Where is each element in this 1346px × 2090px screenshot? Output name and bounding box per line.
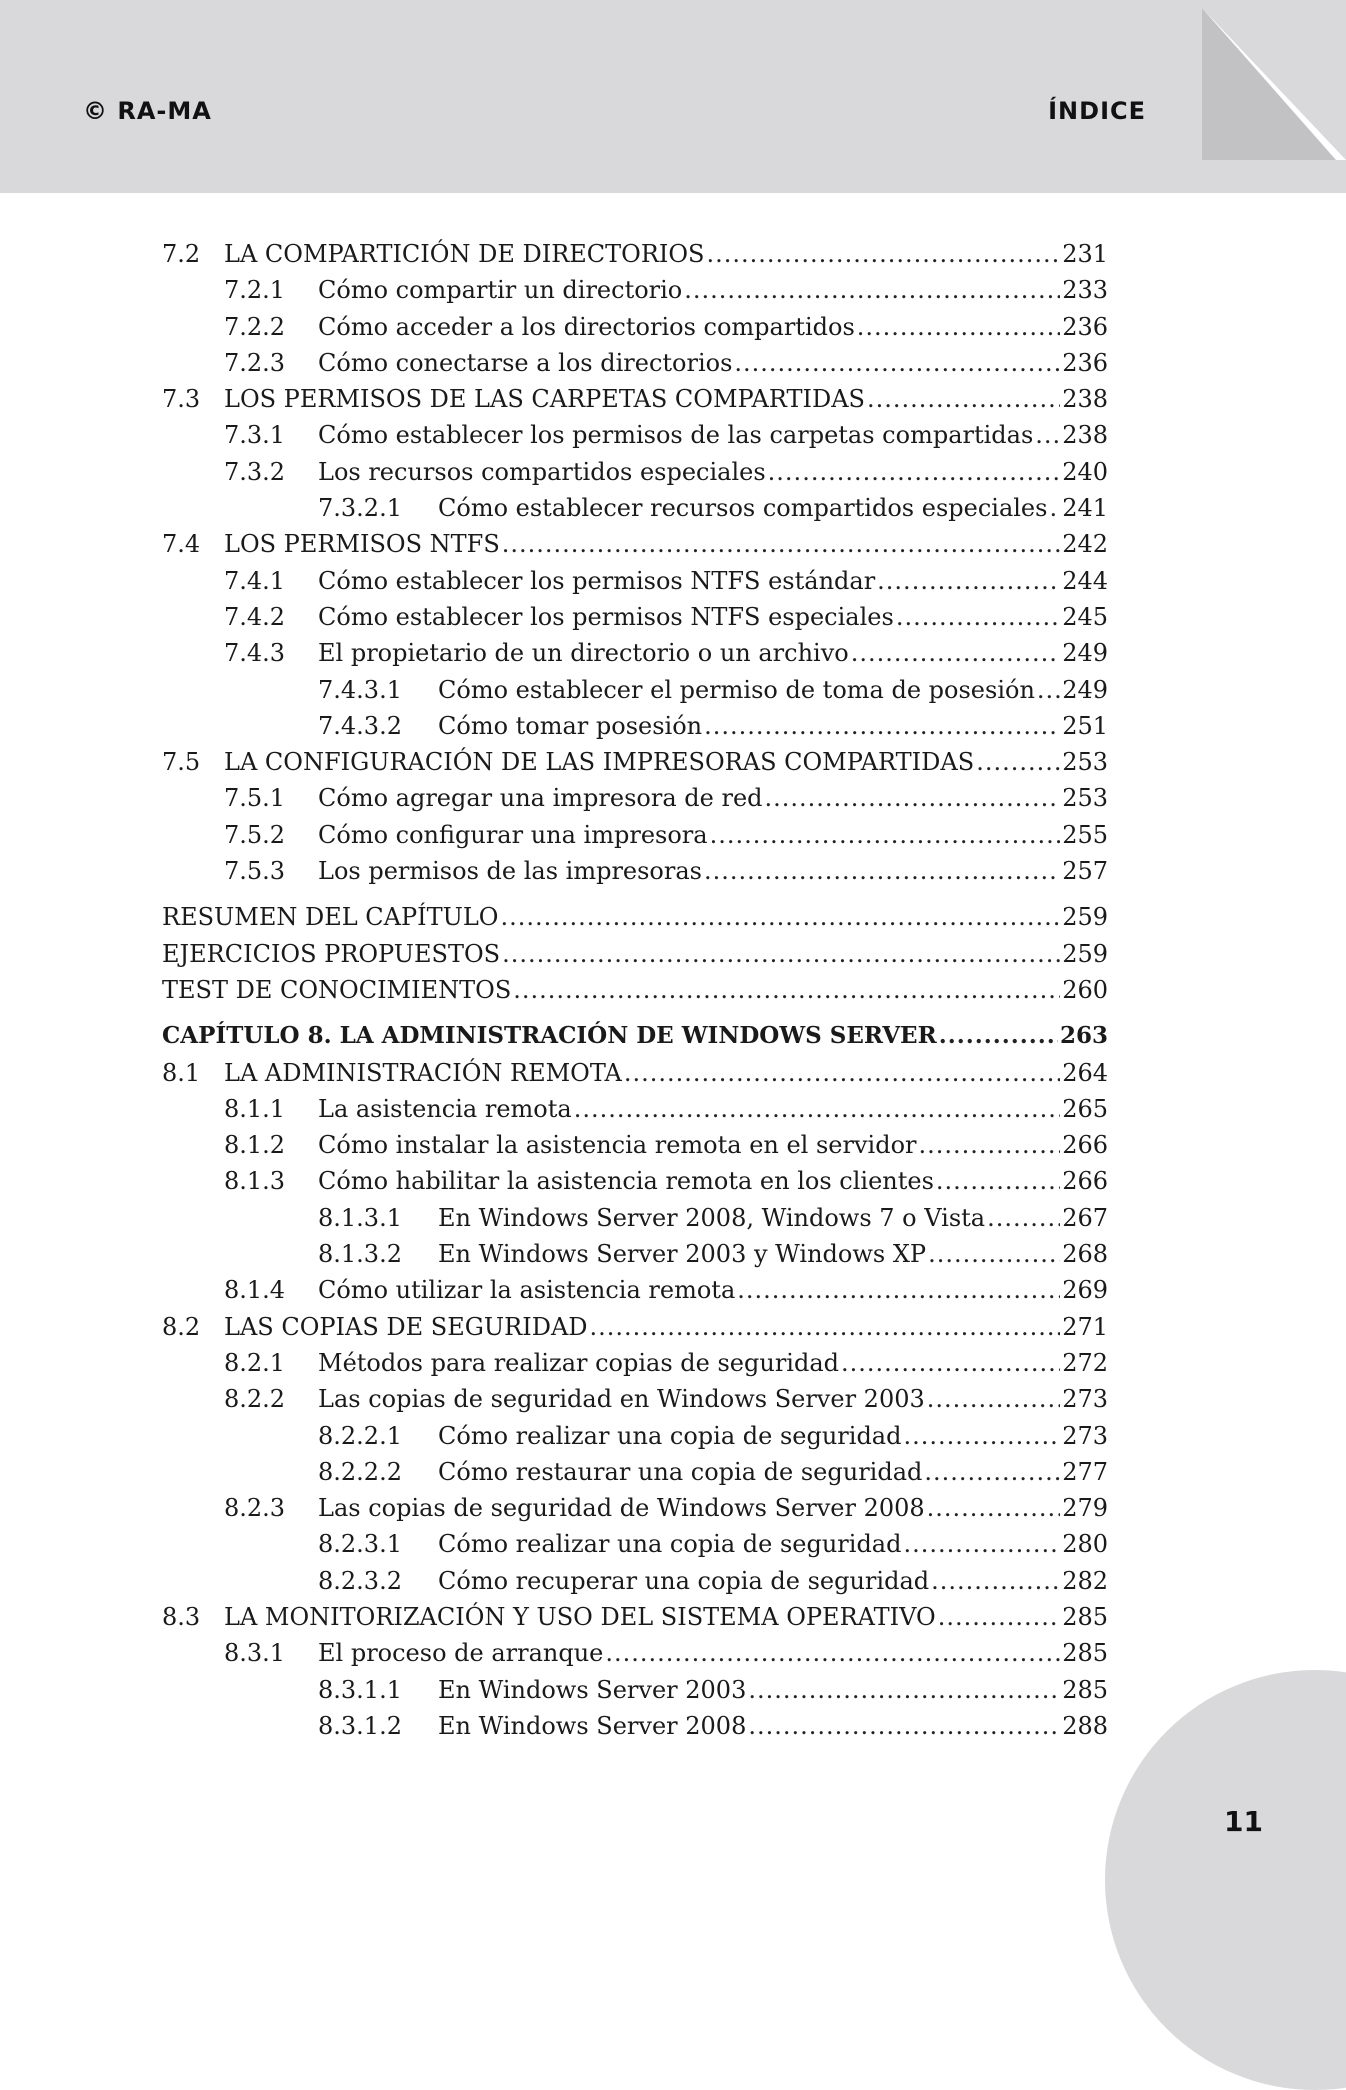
toc-entry-title: Cómo realizar una copia de seguridad bbox=[438, 1421, 902, 1450]
toc-dot-leader bbox=[841, 1345, 1060, 1381]
toc-entry bbox=[162, 1635, 1108, 1671]
toc-entry-page: 288 bbox=[1062, 1711, 1108, 1740]
toc-entry-number: 8.2 bbox=[162, 1312, 201, 1341]
toc-entry-title: LA COMPARTICIÓN DE DIRECTORIOS bbox=[224, 240, 705, 268]
toc-entry bbox=[162, 817, 1108, 853]
toc-entry-page: 279 bbox=[1062, 1494, 1108, 1523]
section-title: ÍNDICE bbox=[1048, 97, 1146, 125]
toc-entry-title: Cómo establecer los permisos NTFS estándar bbox=[318, 566, 876, 595]
toc-entry-number: 8.1.2 bbox=[224, 1131, 286, 1160]
toc-entry-title: LAS COPIAS DE SEGURIDAD bbox=[224, 1312, 588, 1341]
toc-entry-number: 8.1.3 bbox=[224, 1167, 286, 1196]
toc-entry-page: 266 bbox=[1062, 1131, 1108, 1160]
toc-entry-page: 236 bbox=[1062, 312, 1108, 341]
toc-entry-page: 269 bbox=[1062, 1276, 1108, 1305]
toc-entry-number: 7.5.3 bbox=[224, 857, 286, 886]
toc-entry bbox=[162, 1454, 1108, 1490]
toc-entry-number: 7.4.3 bbox=[224, 639, 286, 668]
toc-entry bbox=[162, 1599, 1108, 1635]
toc-entry-page: 282 bbox=[1062, 1566, 1108, 1595]
toc-entry-number: 8.2.2.1 bbox=[318, 1421, 402, 1450]
toc-entry bbox=[162, 1345, 1108, 1381]
toc-entry-page: 271 bbox=[1062, 1312, 1108, 1341]
toc-entry bbox=[162, 490, 1108, 526]
toc-dot-leader bbox=[1037, 672, 1060, 708]
toc-dot-leader bbox=[605, 1635, 1060, 1671]
toc-entry-page: 245 bbox=[1062, 602, 1108, 631]
toc-entry-number: 7.3.2 bbox=[224, 457, 286, 486]
toc-dot-leader bbox=[502, 936, 1060, 972]
toc-dot-leader bbox=[748, 1708, 1060, 1744]
toc-dot-leader bbox=[927, 1381, 1060, 1417]
toc-entry bbox=[162, 780, 1108, 816]
toc-entry-page: 280 bbox=[1062, 1530, 1108, 1559]
toc-entry bbox=[162, 272, 1108, 308]
toc-dot-leader bbox=[924, 1454, 1060, 1490]
toc-entry-number: 8.1.4 bbox=[224, 1276, 286, 1305]
toc-entry bbox=[162, 1708, 1108, 1744]
toc-dot-leader bbox=[1035, 417, 1060, 453]
toc-entry-title: Cómo realizar una copia de seguridad bbox=[438, 1530, 902, 1559]
toc-dot-leader bbox=[857, 309, 1060, 345]
toc-entry-page: 268 bbox=[1062, 1240, 1108, 1269]
toc-entry-title: Cómo agregar una impresora de red bbox=[318, 784, 763, 813]
toc-dot-leader bbox=[704, 708, 1060, 744]
toc-entry-title: En Windows Server 2008, Windows 7 o Vista bbox=[438, 1203, 986, 1232]
toc-entry-number: 7.3.1 bbox=[224, 421, 286, 450]
toc-entry-title: Cómo recuperar una copia de seguridad bbox=[438, 1566, 930, 1595]
toc-dot-leader bbox=[877, 563, 1060, 599]
toc-entry-number: 8.2.1 bbox=[224, 1348, 286, 1377]
toc-entry bbox=[162, 853, 1108, 889]
toc-dot-leader bbox=[624, 1055, 1060, 1091]
toc-entry-number: 8.1.3.1 bbox=[318, 1203, 402, 1232]
toc-entry-number: 7.3 bbox=[162, 385, 201, 414]
toc-entry-number: 7.4.3.2 bbox=[318, 711, 402, 740]
toc-dot-leader bbox=[903, 1526, 1060, 1562]
toc-entry-title: Las copias de seguridad en Windows Server 2003 bbox=[318, 1385, 925, 1414]
toc-entry bbox=[162, 1091, 1108, 1127]
toc-entry-title: Cómo establecer recursos compartidos especiales bbox=[438, 494, 1048, 523]
toc-entry bbox=[162, 1526, 1108, 1562]
toc-entry-number: 8.2.3 bbox=[224, 1494, 286, 1523]
toc-dot-leader bbox=[976, 744, 1060, 780]
toc-dot-leader bbox=[928, 1236, 1060, 1272]
toc-entry bbox=[162, 1309, 1108, 1345]
toc-entry bbox=[162, 563, 1108, 599]
toc-entry bbox=[162, 1055, 1108, 1091]
toc-dot-leader bbox=[903, 1418, 1060, 1454]
toc-dot-leader bbox=[1049, 490, 1060, 526]
toc-entry-number: 7.2.1 bbox=[224, 276, 286, 305]
toc-entry-page: 253 bbox=[1062, 748, 1108, 777]
toc-entry-number: 7.4 bbox=[162, 530, 201, 559]
toc-entry bbox=[162, 236, 1108, 272]
toc-entry bbox=[162, 708, 1108, 744]
toc-entry-page: 255 bbox=[1062, 820, 1108, 849]
table-of-contents bbox=[162, 236, 1108, 1744]
toc-entry-title: Cómo utilizar la asistencia remota bbox=[318, 1276, 736, 1305]
toc-entry-title: Las copias de seguridad de Windows Server 2008 bbox=[318, 1494, 925, 1523]
toc-entry-title: Los permisos de las impresoras bbox=[318, 857, 702, 886]
toc-entry-title: El propietario de un directorio o un archivo bbox=[318, 639, 849, 668]
toc-dot-leader bbox=[590, 1309, 1061, 1345]
toc-entry-number: 8.1.3.2 bbox=[318, 1240, 402, 1269]
toc-entry-page: 249 bbox=[1062, 675, 1108, 704]
toc-entry bbox=[162, 1490, 1108, 1526]
toc-entry-page: 233 bbox=[1062, 276, 1108, 305]
toc-entry-title: Cómo conectarse a los directorios bbox=[318, 348, 733, 377]
toc-entry-number: 8.3 bbox=[162, 1602, 201, 1631]
toc-entry-page: 240 bbox=[1062, 457, 1108, 486]
toc-entry-title: LOS PERMISOS NTFS bbox=[224, 530, 500, 559]
toc-dot-leader bbox=[919, 1127, 1061, 1163]
toc-entry bbox=[162, 526, 1108, 562]
toc-dot-leader bbox=[987, 1200, 1060, 1236]
toc-entry-title: EJERCICIOS PROPUESTOS bbox=[162, 939, 501, 968]
toc-entry-number: 8.2.2.2 bbox=[318, 1457, 402, 1486]
toc-entry bbox=[162, 744, 1108, 780]
toc-entry-number: 8.2.2 bbox=[224, 1385, 286, 1414]
toc-dot-leader bbox=[707, 236, 1061, 272]
toc-chapter-entry bbox=[162, 1018, 1108, 1054]
page-number-circle bbox=[1105, 1670, 1346, 2090]
toc-entry bbox=[162, 1127, 1108, 1163]
toc-entry bbox=[162, 1672, 1108, 1708]
toc-dot-leader bbox=[500, 899, 1060, 935]
toc-entry-page: 242 bbox=[1062, 530, 1108, 559]
toc-entry-page: 249 bbox=[1062, 639, 1108, 668]
toc-entry-title: LA MONITORIZACIÓN Y USO DEL SISTEMA OPERATIVO bbox=[224, 1602, 936, 1631]
toc-dot-leader bbox=[502, 526, 1060, 562]
toc-entry-title: Cómo tomar posesión bbox=[438, 711, 703, 740]
toc-entry-number: 8.2.3.2 bbox=[318, 1566, 402, 1595]
toc-entry-page: 285 bbox=[1062, 1639, 1108, 1668]
toc-entry-title: Métodos para realizar copias de seguridad bbox=[318, 1348, 840, 1377]
toc-entry bbox=[162, 1381, 1108, 1417]
toc-entry-page: 251 bbox=[1062, 711, 1108, 740]
toc-entry-title: LOS PERMISOS DE LAS CARPETAS COMPARTIDAS bbox=[224, 385, 865, 414]
toc-entry-title: En Windows Server 2003 bbox=[438, 1675, 747, 1704]
toc-entry-title: LA CONFIGURACIÓN DE LAS IMPRESORAS COMPARTIDAS bbox=[224, 748, 975, 777]
toc-dot-leader bbox=[867, 381, 1060, 417]
toc-dot-leader bbox=[574, 1091, 1061, 1127]
toc-entry bbox=[162, 635, 1108, 671]
toc-entry-title: Cómo establecer el permiso de toma de posesión bbox=[438, 675, 1035, 704]
toc-entry bbox=[162, 381, 1108, 417]
toc-dot-leader bbox=[710, 817, 1061, 853]
toc-entry-title: Cómo establecer los permisos NTFS especiales bbox=[318, 602, 894, 631]
toc-dot-leader bbox=[768, 454, 1061, 490]
toc-entry-number: 7.4.2 bbox=[224, 602, 286, 631]
toc-dot-leader bbox=[939, 1018, 1058, 1054]
toc-entry-title: CAPÍTULO 8. LA ADMINISTRACIÓN DE WINDOWS SERVER bbox=[162, 1022, 937, 1050]
toc-entry bbox=[162, 309, 1108, 345]
toc-dot-leader bbox=[684, 272, 1060, 308]
toc-entry-page: 285 bbox=[1062, 1675, 1108, 1704]
toc-entry bbox=[162, 899, 1108, 935]
toc-dot-leader bbox=[927, 1490, 1061, 1526]
toc-entry bbox=[162, 1272, 1108, 1308]
toc-entry bbox=[162, 454, 1108, 490]
toc-entry-number: 7.5.1 bbox=[224, 784, 286, 813]
toc-entry-page: 253 bbox=[1062, 784, 1108, 813]
toc-entry bbox=[162, 599, 1108, 635]
toc-entry-page: 257 bbox=[1062, 857, 1108, 886]
toc-entry-title: Cómo habilitar la asistencia remota en los clientes bbox=[318, 1167, 934, 1196]
toc-entry-number: 7.4.3.1 bbox=[318, 675, 402, 704]
toc-dot-leader bbox=[851, 635, 1060, 671]
toc-entry bbox=[162, 1236, 1108, 1272]
toc-entry-title: Los recursos compartidos especiales bbox=[318, 457, 766, 486]
toc-entry-number: 8.1 bbox=[162, 1058, 201, 1087]
toc-entry-title: En Windows Server 2003 y Windows XP bbox=[438, 1240, 927, 1269]
toc-entry-page: 263 bbox=[1059, 1022, 1108, 1050]
toc-entry-title: Cómo restaurar una copia de seguridad bbox=[438, 1457, 923, 1486]
toc-entry-page: 264 bbox=[1062, 1058, 1108, 1087]
toc-entry-page: 231 bbox=[1062, 240, 1108, 268]
toc-entry-page: 238 bbox=[1062, 421, 1108, 450]
toc-entry-page: 265 bbox=[1062, 1094, 1108, 1123]
toc-dot-leader bbox=[748, 1672, 1060, 1708]
toc-dot-leader bbox=[938, 1599, 1060, 1635]
toc-entry-number: 8.3.1 bbox=[224, 1639, 286, 1668]
toc-entry-title: El proceso de arranque bbox=[318, 1639, 604, 1668]
toc-entry-number: 7.2.2 bbox=[224, 312, 286, 341]
toc-entry-page: 273 bbox=[1062, 1385, 1108, 1414]
toc-entry-page: 267 bbox=[1062, 1203, 1108, 1232]
toc-dot-leader bbox=[737, 1272, 1060, 1308]
toc-entry-page: 236 bbox=[1062, 348, 1108, 377]
toc-entry-number: 8.3.1.1 bbox=[318, 1675, 402, 1704]
toc-entry bbox=[162, 972, 1108, 1008]
toc-entry bbox=[162, 1418, 1108, 1454]
toc-entry bbox=[162, 1200, 1108, 1236]
toc-entry bbox=[162, 345, 1108, 381]
toc-entry-number: 8.3.1.2 bbox=[318, 1711, 402, 1740]
toc-dot-leader bbox=[734, 345, 1060, 381]
toc-entry-number: 7.5.2 bbox=[224, 820, 286, 849]
toc-entry-title: TEST DE CONOCIMIENTOS bbox=[162, 975, 512, 1004]
toc-entry-number: 7.2 bbox=[162, 240, 201, 268]
toc-entry-title: Cómo compartir un directorio bbox=[318, 276, 683, 305]
toc-entry-title: En Windows Server 2008 bbox=[438, 1711, 747, 1740]
header-band bbox=[0, 0, 1346, 193]
toc-dot-leader bbox=[931, 1563, 1060, 1599]
toc-entry-page: 260 bbox=[1062, 975, 1108, 1004]
toc-entry-number: 7.5 bbox=[162, 748, 201, 777]
toc-entry-page: 266 bbox=[1062, 1167, 1108, 1196]
toc-dot-leader bbox=[765, 780, 1061, 816]
toc-dot-leader bbox=[896, 599, 1060, 635]
toc-entry-number: 8.1.1 bbox=[224, 1094, 286, 1123]
toc-entry-number: 7.3.2.1 bbox=[318, 494, 402, 523]
toc-entry-page: 277 bbox=[1062, 1457, 1108, 1486]
toc-entry bbox=[162, 672, 1108, 708]
toc-entry-title: LA ADMINISTRACIÓN REMOTA bbox=[224, 1058, 622, 1087]
toc-entry-title: La asistencia remota bbox=[318, 1094, 572, 1123]
page-corner-fold bbox=[1178, 0, 1346, 193]
toc-entry-page: 272 bbox=[1062, 1348, 1108, 1377]
toc-entry-page: 273 bbox=[1062, 1421, 1108, 1450]
toc-entry-title: Cómo establecer los permisos de las carpetas compartidas bbox=[318, 421, 1034, 450]
toc-entry-page: 259 bbox=[1062, 903, 1108, 932]
toc-entry bbox=[162, 936, 1108, 972]
toc-entry-page: 285 bbox=[1062, 1602, 1108, 1631]
toc-entry-page: 259 bbox=[1062, 939, 1108, 968]
toc-entry-number: 7.4.1 bbox=[224, 566, 286, 595]
toc-entry-title: Cómo instalar la asistencia remota en el servidor bbox=[318, 1131, 917, 1160]
toc-entry-page: 241 bbox=[1062, 494, 1108, 523]
toc-entry-number: 7.2.3 bbox=[224, 348, 286, 377]
toc-entry-number: 8.2.3.1 bbox=[318, 1530, 402, 1559]
toc-entry bbox=[162, 1163, 1108, 1199]
toc-dot-leader bbox=[704, 853, 1060, 889]
toc-entry-title: RESUMEN DEL CAPÍTULO bbox=[162, 903, 499, 932]
toc-dot-leader bbox=[936, 1163, 1060, 1199]
page-number: 11 bbox=[1224, 1805, 1263, 1838]
toc-entry bbox=[162, 417, 1108, 453]
toc-entry-page: 238 bbox=[1062, 385, 1108, 414]
toc-entry-page: 244 bbox=[1062, 566, 1108, 595]
copyright-label: © RA-MA bbox=[83, 97, 212, 125]
toc-entry-title: Cómo configurar una impresora bbox=[318, 820, 708, 849]
toc-entry bbox=[162, 1563, 1108, 1599]
toc-dot-leader bbox=[513, 972, 1060, 1008]
toc-entry-title: Cómo acceder a los directorios compartidos bbox=[318, 312, 855, 341]
